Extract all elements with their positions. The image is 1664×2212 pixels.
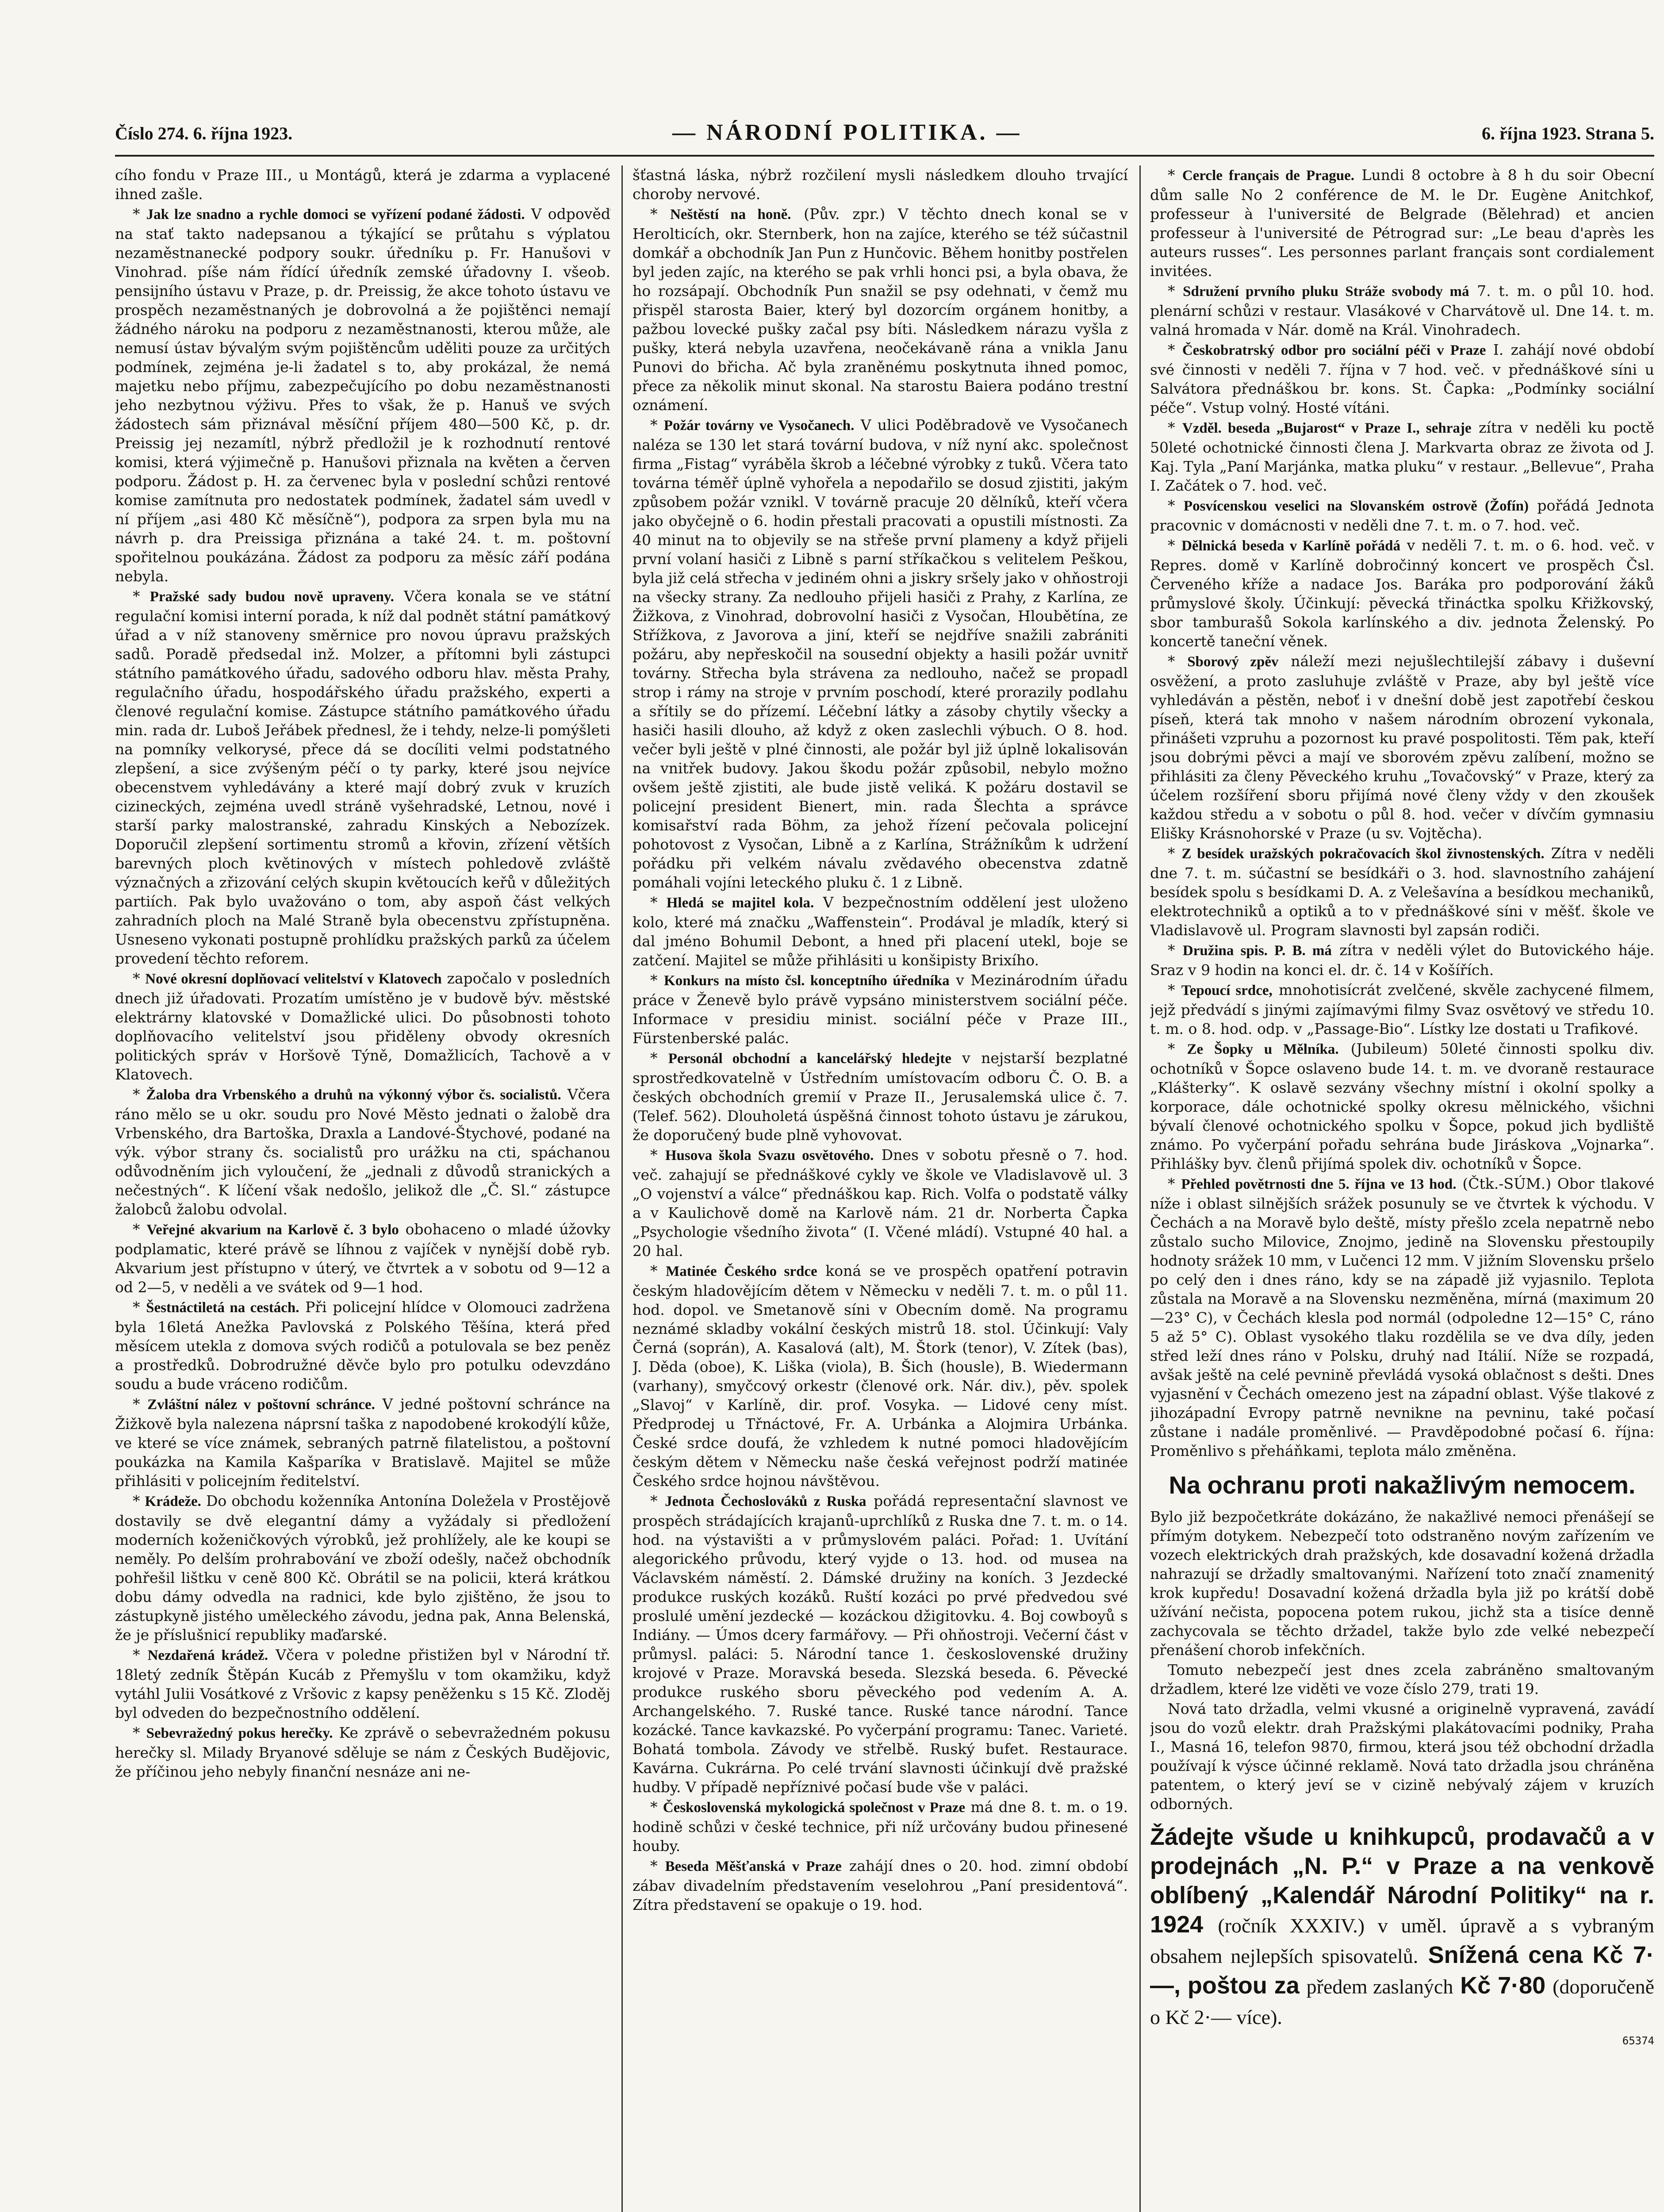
news-item-text: Včera v poledne přistižen byl v Národní tř. 18letý zedník Štěpán Kucáb z Přemyšlu v tom okamžiku, když vytáhl Julii Vosátkové z Vršovic z kapsy peněženku s 15 Kč. Zloděj byl odveden do bezpečnostního oddělení. xyxy=(115,1646,610,1721)
column-1 xyxy=(115,165,610,2212)
ad-bold-text: Žádejte všude u knihkupců, prodavačů a v prodejnách „N. P.“ v Praze a na venkově oblíbený „Kalendář Národní Politiky“ na r. 1924 xyxy=(1150,1824,1654,1938)
ad-price-2: Kč 7·80 xyxy=(1460,1972,1546,1999)
news-item-text: Zítra v neděli dne 7. t. m. súčastní se besídkáři o 3. hod. slavnostního zahájení besídek spolu s besídkami D. A. z Velešavína a besídkou mechaniků, elektrotechniků a optiků a to v přednáškové síni v měšť. škole ve Vladislavově ul. Program slavnosti byl zapsán rodiči. xyxy=(1150,845,1654,939)
news-item-heading: Ze Šopky u Mělníka. xyxy=(1187,1041,1339,1057)
news-item: * Ze Šopky u Mělníka. (Jubileum) 50leté činnosti spolku div. ochotníků v Šopce oslaveno bude 14. t. m. ve dvoraně restaurace „Klášterky“. K oslavě sezvány všechny místní i okolní spolky a korporace, dále ochotnické spolky okresu mělnického, všichni bývalí členové ochotnického spolku v Šopce, pokud jich bydliště známo. Po vyčerpání pořadu sehrána bude Jiráskova „Vojnarka“. Přihlášky byv. členů přijímá spolek div. ochotníků v Šopce. xyxy=(1150,1040,1654,1172)
news-item: * Posvícenskou veselici na Slovanském ostrově (Žofín) pořádá Jednota pracovnic v domácnosti v neděli dne 7. t. m. o 7. hod. več. xyxy=(1150,497,1654,534)
news-item-heading: Neštěstí na honě. xyxy=(670,207,791,223)
news-item-text: Do obchodu koženníka Antonína Doležela v Prostějově dostavily se dvě elegantní dámy a vyžádaly si předložení moderních koženičkových výrobků, jež prohlížely, ale ke koupi se neměly. Po delším prohrabování ve zboží odešly, načež obchodník pohřešil lištku v ceně 800 Kč. Obrátil se na policii, která krátkou dobu dámy odvedla na radnici, kde bylo zjištěno, že jsou to zástupkyně jistého uměleckého závodu, jedna pak, Anna Belenská, že je příslušnicí republiky maďarské. xyxy=(115,1492,610,1644)
news-item-text: má dne 8. t. m. o 19. hodině schůzi v české technice, při níž určovány budou přinesené houby. xyxy=(633,1798,1128,1855)
news-item: * Sdružení prvního pluku Stráže svobody má 7. t. m. o půl 10. hod. plenární schůzi v restaur. Vlasákové v Charvátově ul. Dne 14. t. m. valná hromada v Nár. domě na Král. Vinohradech. xyxy=(1150,282,1654,338)
news-item: * Družina spis. P. B. má zítra v neděli výlet do Butovického háje. Sraz v 9 hodin na konci el. dr. č. 14 v Košířích. xyxy=(1150,941,1654,979)
news-item: * Hledá se majitel kola. V bezpečnostním oddělení jest uloženo kolo, které má značku „Waffenstein“. Prodával je mladík, který si dal jméno Bohumil Debont, a hned při placení utekl, boje se zatčení. Majitel se může přihlásiti u konšipisty Brixího. xyxy=(633,894,1128,969)
news-item-heading: Cercle français de Prague. xyxy=(1182,168,1355,184)
page-header xyxy=(115,119,1654,157)
news-item-heading: Pražské sady budou nově upraveny. xyxy=(150,589,394,605)
news-item: * Krádeže. Do obchodu koženníka Antonína Doležela v Prostějově dostavily se dvě elegantní dámy a vyžádaly si předložení moderních koženičkových výrobků, jež prohlížely, ale ke koupi se neměly. Po delším prohrabování ve zboží odešly, načež obchodník pohřešil lištku v ceně 800 Kč. Obrátil se na policii, která krátkou dobu dámy odvedla na radnici, kde bylo zjištěno, že jsou to zástupkyně jistého uměleckého závodu, jedna pak, Anna Belenská, že je příslušnicí republiky maďarské. xyxy=(115,1492,610,1644)
news-item-text: V odpověď na stať takto nadepsanou a týkající se průtahu s výplatou nezaměstnanecké podpory soukr. úředníku p. Fr. Hanušovi v Vinohrad. píše nám řídící úředník zemské úřadovny I. všeob. pensijního ústavu v Praze, p. dr. Preissig, že akce tohoto ústavu ve prospěch nezaměstnaných je dobrovolná a že pojištěnci nemají žádného nároku na podporu z nezaměstnanosti, kterou může, ale nemusí ústav bývalým svým pojištěncům uděliti pouze za určitých podmínek, zejména je-li žadatel s to, aby prokázal, že nemá majetku nebo příjmu, zabezpečujícího po dobu nezaměstnanosti jeho nezbytnou výživu. Přes to však, že p. Hanuš ve svých žádostech sám přiznával měsíční příjem 480—500 Kč, p. dr. Preissig jej nezamítl, nýbrž předložil je k rozhodnutí rentové komisi, která výjimečně p. Hanušovi přiznala na květen a červen podporu. Žádost p. H. za červenec byla v poslední schůzi rentové komise zamítnuta pro nedostatek podmínek, žadatel sám uvedl v ní příjem „asi 480 Kč měsíčně“), podpora za srpen byla mu na návrh p. dra Preissiga přiznána a také 24. t. m. poštovní spořitelnou poukázána. Žádost za podporu za měsíc září podána nebyla. xyxy=(115,205,610,585)
news-item-text: V ulici Poděbradově ve Vysočanech naléza se 130 let stará tovární budova, v níž nyní akc. společnost firma „Fistag“ vyráběla škrob a léčebné výrobky z tuků. Včera tato továrna téměř úplně vyhořela a nepodařilo se dosud zjistiti, jakým způsobem požár vznikl. V továrně pracuje 20 dělníků, kteří včera jako obyčejně o 6. hodin přestali pracovati a opustili místnosti. Za 40 minut na to objevily se na střeše první plameny a když přijeli první volaní hasiči z Libně s parní stříkačkou s velitelem Peškou, byla již celá střecha v jediném ohni a jiskry sršely jako v ohňostroji na všecky strany. Za nedlouho přijeli hasiči z Prahy, z Karlína, ze Žižkova, z Vinohrad, dobrovolní hasiči z Vysočan, Hloubětína, ze Střížkova, z Javorova a jiní, kteří se nejdříve snažili zabrániti požáru, aby nepřeskočil na sousední objekty a hasili požár uvnitř továrny. Střecha byla strávena za nedlouho, načež se propadl strop i rámy na stroje v prvním poschodí, které prorazily podlahu a sřítily se do přízemí. Léčební látky a zásoby chytily všecky a hasiči hasili dlouho, až když z oken zaslechli výbuch. O 8. hod. večer byli ještě v plné činnosti, ale požár byl již úplně lokalisován na vnitřek budovy. Jakou škodu požár způsobil, nebylo možno ovšem ještě zjistiti, ale bude jistě veliká. K požáru dostavil se policejní president Bienert, min. rada Šlechta a správce komisařství rada Böhm, za jehož řízení pečovala policejní pohotovost z Vysočan, Libně a z Karlína, Strážníkům k udržení pořádku při velkém návalu zvědavého obecenstva zdatně pomáhali vojíni leteckého pluku č. 1 z Libně. xyxy=(633,416,1128,891)
news-item-heading: Veřejné akvarium na Karlově č. 3 bylo xyxy=(146,1222,399,1238)
news-item xyxy=(1150,1507,1654,1659)
news-item-text: zítra v neděli výlet do Butovického háje. Sraz v 9 hodin na konci el. dr. č. 14 v Košířích. xyxy=(1150,941,1654,979)
news-item-text: (Pův. zpr.) V těchto dnech konal se v Herolticích, okr. Sternberk, hon na zajíce, kterého se též súčastnil domkář a obchodník Jan Pun z Hunčovic. Během honitby postřelen byl jeden zajíc, na kterého se pak vrhli honci psi, a byla obava, že ho rozsápají. Obchodník Pun snažil se psy odehnati, v čemž mu přispěl starosta Baier, který byl dozorcím orgánem honitby, a pažbou lovecké pušky začal psy bíti. Následkem nárazu vyšla z pušky, která nebyla uzavřena, neočekávaně rána a vnikla Janu Punovi do břicha. Ač byla zraněnému poskytnuta ihned pomoc, přece za několik minut skonal. Na starostu Baiera podáno trestní oznámení. xyxy=(633,205,1128,414)
news-item-text: obohaceno o mladé úžovky podplamatic, které právě se líhnou z vajíček v nynější době ryb. Akvarium jest přístupno v úterý, ve čtvrtek a v sobotu od 9—12 a od 2—5, v neděli a ve svátek od 9—1 hod. xyxy=(115,1221,610,1296)
news-item-text: započalo v posledních dnech již úřadovati. Prozatím umístěno je v budově býv. městské elektrárny klatovské v Domažlické ulici. Do působnosti tohoto doplňovacího velitelství jsou přiděleny obvody okresních politických správ v Horšově Týně, Domažlicích, Tachově a v Klatovech. xyxy=(115,970,610,1083)
news-item: * Přehled povětrnosti dne 5. října ve 13 hod. (Čtk.-SÚM.) Obor tlakové níže i oblast silnějších srážek posunuly se ve čtvrtek k východu. V Čechách a na Moravě bylo deště, místy přešlo zcela nepatrně nebo zůstalo sucho Milovice, Znojmo, jedině na Slovensku přestoupily hodnoty srážek 10 mm, v Lučenci 12 mm. V jižním Slovensku pršelo po celý den i dnes ráno, kdy se na západě již vyjasnilo. Teplota zůstala na Moravě a na Slovensku nezměněna, mírná (maximum 20—23° C), v Čechách klesla pod normál (odpoledne 12—15° C, ráno 5 až 5° C). Oblast vysokého tlaku rozdělila se ve dva díly, jeden střed leží dnes ráno v Polsku, druhý nad Itálií. Níže se rozpadá, avšak ještě na celé pevnině převládá vysoká oblačnost s dešti. Dnes vyjasnění v Čechách omezeno jest na západní oblast. Výše tlakové z jihozápadní Evropy patrně nevnikne na pevninu, také počasí zůstane i nadále proměnlivé. — Pravděpodobné počasí 6. října: Proměnlivo s přeháňkami, teplota málo změněna. xyxy=(1150,1175,1654,1459)
news-item-text: (Čtk.-SÚM.) Obor tlakové níže i oblast silnějších srážek posunuly se ve čtvrtek k východu. V Čechách a na Moravě bylo deště, místy přešlo zcela nepatrně nebo zůstalo sucho Milovice, Znojmo, jedině na Slovensku přestoupily hodnoty srážek 10 mm, v Lučenci 12 mm. V jižním Slovensku pršelo po celý den i dnes ráno, kdy se na západě již vyjasnilo. Teplota zůstala na Moravě a na Slovensku nezměněna, mírná (maximum 20—23° C), v Čechách klesla pod normál (odpoledne 12—15° C, ráno 5 až 5° C). Oblast vysokého tlaku rozdělila se ve dva díly, jeden střed leží dnes ráno v Polsku, druhý nad Itálií. Níže se rozpadá, avšak ještě na celé pevnině převládá vysoká oblačnost s dešti. Dnes vyjasnění v Čechách omezeno jest na západní oblast. Výše tlakové z jihozápadní Evropy patrně nevnikne na pevninu, také počasí zůstane i nadále proměnlivé. — Pravděpodobné počasí 6. října: Proměnlivo s přeháňkami, teplota málo změněna. xyxy=(1150,1175,1654,1459)
article-columns xyxy=(115,165,1654,2212)
news-item-heading: Krádeže. xyxy=(145,1494,201,1509)
news-item-heading: Šestnáctiletá na cestách. xyxy=(146,1300,299,1316)
news-item: * Neštěstí na honě. (Pův. zpr.) V těchto dnech konal se v Herolticích, okr. Sternberk, hon na zajíce, kterého se též súčastnil domkář a obchodník Jan Pun z Hunčovic. Během honitby postřelen byl jeden zajíc, na kterého se pak vrhli honci psi, a byla obava, že ho rozsápají. Obchodník Pun snažil se psy odehnati, v čemž mu přispěl starosta Baier, který byl dozorcím orgánem honitby, a pažbou lovecké pušky začal psy bíti. Následkem nárazu vyšla z pušky, která nebyla uzavřena, neočekávaně rána a vnikla Janu Punovi do břicha. Ač byla zraněnému poskytnuta ihned pomoc, přece za několik minut skonal. Na starostu Baiera podáno trestní oznámení. xyxy=(633,205,1128,414)
news-item-heading: Nezdařená krádež. xyxy=(147,1647,268,1663)
news-item-heading: Československá mykologická společnost v Praze xyxy=(663,1800,966,1816)
ad-plain-text-2: předem zaslaných xyxy=(1306,1975,1453,1998)
news-item-text: cího fondu v Praze III., u Montágů, která je zdarma a vyplacené ihned zašle. xyxy=(115,166,610,203)
news-item: * Československá mykologická společnost v Praze má dne 8. t. m. o 19. hodině schůzi v české technice, při níž určovány budou přinesené houby. xyxy=(633,1798,1128,1855)
news-item-heading: Jak lze snadno a rychle domoci se vyřízení podané žádosti. xyxy=(146,207,525,223)
news-item: * Pražské sady budou nově upraveny. Včera konala se ve státní regulační komisi interní porada, k níž dal podnět státní památkový úřad a v níž stanoveny směrnice pro novou úpravu pražských sadů. Poradě předsedal inž. Molzer, a přítomni byli zástupci státního památkového úřadu, sadového odboru hlav. města Prahy, regulačního úřadu, hospodářského úřadu pražského, experti a členové regulační komise. Zástupce státního památkového úřadu min. rada dr. Luboš Jeřábek přednesl, že i tehdy, nelze-li pomýšleti na pomníky velkorysé, přece dá se docíliti velmi podstatného zlepšení, a sice zvýšeným péčí o ty parky, které jsou nejvíce obecenstvem vyhledávány a které mají dobrý zvuk v kruzích cizineckých, zejména uvedl stráně vyšehradské, Letnou, nové i starší parky malostranské, zahradu Kinských a Nebozízek. Doporučil zlepšení sortimentu stromů a křovin, zřízení větších barevných ploch květinových v místech pohledově zvláště význačných a zřizování celých skupin květoucích keřů v důležitých partiích. Pak bylo uvažováno o tom, aby aspoň část velkých zahradních ploch na Malé Straně byla obecenstvu zpřístupněna. Usneseno vykonati postupně prohlídku pražských parků za účelem provedení těchto reforem. xyxy=(115,588,610,967)
news-item: * Tepoucí srdce, mnohotisícrát zvelčené, skvěle zachycené filmem, jejž předvádí s jinými zajímavými filmy Svaz osvětový ve středu 10. t. m. o 8. hod. odp. v „Passage-Bio“. Lístky lze dostati u Trafikové. xyxy=(1150,981,1654,1037)
news-item-heading: Konkurs na místo čsl. konceptního úředníka xyxy=(664,973,950,989)
news-item-text: 7. t. m. o půl 10. hod. plenární schůzi v restaur. Vlasákové v Charvátově ul. Dne 14. t. m. valná hromada v Nár. domě na Král. Vinohradech. xyxy=(1150,282,1654,338)
column-3 xyxy=(1150,165,1654,2212)
news-item: * Jak lze snadno a rychle domoci se vyřízení podané žádosti. V odpověď na stať takto nadepsanou a týkající se průtahu s výplatou nezaměstnanecké podpory soukr. úředníku p. Fr. Hanušovi v Vinohrad. píše nám řídící úředník zemské úřadovny I. všeob. pensijního ústavu v Praze, p. dr. Preissig, že akce tohoto ústavu ve prospěch nezaměstnaných je dobrovolná a že pojištěnci nemají žádného nároku na podporu z nezaměstnanosti, kterou může, ale nemusí ústav bývalým svým pojištěncům uděliti pouze za určitých podmínek, zejména je-li žadatel s to, aby prokázal, že nemá majetku nebo příjmu, zabezpečujícího po dobu nezaměstnanosti jeho nezbytnou výživu. Přes to však, že p. Hanuš ve svých žádostech sám přiznával měsíční příjem 480—500 Kč, p. dr. Preissig jej nezamítl, nýbrž předložil je k rozhodnutí rentové komisi, která výjimečně p. Hanušovi přiznala na květen a červen podporu. Žádost p. H. za červenec byla v poslední schůzi rentové komise zamítnuta pro nedostatek podmínek, žadatel sám uvedl v ní příjem „asi 480 Kč měsíčně“), podpora za srpen byla mu na návrh p. dra Preissiga přiznána a také 24. t. m. poštovní spořitelnou poukázána. Žádost za podporu za měsíc září podána nebyla. xyxy=(115,205,610,585)
news-item-heading: Žaloba dra Vrbenského a druhů na výkonný výbor čs. socialistů. xyxy=(146,1087,561,1103)
news-item: * Vzděl. beseda „Bujarost“ v Praze I., sehraje zítra v neděli ku poctě 50leté ochotnické činnosti člena J. Markvarta obraz ze života od J. Kaj. Tyla „Paní Marjánka, matka pluku“ v restaur. „Bellevue“, Praha I. Začátek o 7. hod. več. xyxy=(1150,419,1654,494)
news-item-text: Ke zprávě o sebevražedném pokusu herečky sl. Milady Bryanové sděluje se nám z Českých Budějovic, že příčinou jeho nebyly finanční nesnáze ani ne- xyxy=(115,1724,610,1780)
news-item-heading: Husova škola Svazu osvětového. xyxy=(665,1148,874,1164)
news-item: * Šestnáctiletá na cestách. Při policejní hlídce v Olomouci zadržena byla 16letá Anežka Pavlovská z Polského Těšína, která před měsícem utekla z domova svých rodičů a potulovala se bez peněz a prostředků. Dobrodružné děvče bylo pro potulku odevzdáno soudu a bude vráceno rodičům. xyxy=(115,1298,610,1393)
news-item: * Dělnická beseda v Karlíně pořádá v neděli 7. t. m. o 6. hod. več. v Repres. domě v Karlíně dobročinný koncert ve prospěch Čsl. Červeného kříže a nadace Jos. Baráka pro podporování žáků průmyslové školy. Účinkují: pěvecká třináctka spolku Křižkovský, sbor tamburašů Sokola karlínského a div. jednota Želenský. Po koncertě taneční věnek. xyxy=(1150,537,1654,650)
news-item-text: Lundi 8 octobre à 8 h du soir Obecní dům salle No 2 conférence de M. le Dr. Eugène Anitchkof, professeur à l'université de Belgrade (Bělehrad) et ancien professeur à l'université de Pétrograd sur: „Le beau d'après les auteurs russes“. Les personnes parlant français sont cordialement invitées. xyxy=(1150,166,1654,280)
news-item-heading: Hledá se majitel kola. xyxy=(666,895,814,911)
news-item-heading: Beseda Měšťanská v Praze xyxy=(665,1859,842,1874)
article-headline: Na ochranu proti nakažlivým nemocem. xyxy=(1169,1471,1636,1499)
news-item-text: pořádá Jednota pracovnic v domácnosti v neděli dne 7. t. m. o 7. hod. več. xyxy=(1150,497,1654,534)
news-item: * Personál obchodní a kancelářský hledejte v nejstarší bezplatné sprostředkovatelně v Ústředním umístovacím odboru Č. O. B. a českých obchodních gremií v Praze II., Jerusalemská ulice č. 7. (Telef. 562). Dlouholetá úspěšná činnost tohoto ústavu je zárukou, že doporučený bude plně vyhovovat. xyxy=(633,1049,1128,1144)
news-item-heading: Sebevražedný pokus herečky. xyxy=(146,1725,333,1741)
calendar-advertisement xyxy=(1150,1822,1654,2032)
news-item: * Veřejné akvarium na Karlově č. 3 bylo obohaceno o mladé úžovky podplamatic, které právě se líhnou z vajíček v nynější době ryb. Akvarium jest přístupno v úterý, ve čtvrtek a v sobotu od 9—12 a od 2—5, v neděli a ve svátek od 9—1 hod. xyxy=(115,1221,610,1296)
news-item-text: Dnes v sobotu přesně o 7. hod. več. zahajují se přednáškové cykly ve škole ve Vladislavově ul. 3 „O vojenství a válce“ přednáškou kap. Rich. Volfa o podstatě války a v Kaulichově domě na Karlově nám. 21 dr. Norberta Čapka „Psychologie všedního života“ (I. Včené mládí). Vstupné 40 hal. a 20 hal. xyxy=(633,1146,1128,1260)
news-item-heading: Matinée Českého srdce xyxy=(666,1263,817,1279)
masthead: — NÁRODNÍ POLITIKA. — xyxy=(672,120,1022,145)
newspaper-page xyxy=(115,119,1664,2212)
news-item: * Českobratrský odbor pro sociální péči v Praze I. zahájí nové období své činnosti v neděli 7. října v 7 hod. več. v přednáškové síni u Salvátora přednáškou br. kons. St. Čapka: „Podmínky sociální péče“. Vstup volný. Hosté vítáni. xyxy=(1150,341,1654,416)
news-item: * Sebevražedný pokus herečky. Ke zprávě o sebevražedném pokusu herečky sl. Milady Bryanové sděluje se nám z Českých Budějovic, že příčinou jeho nebyly finanční nesnáze ani ne- xyxy=(115,1724,610,1780)
news-item-text: Bylo již bezpočetkráte dokázáno, že nakažlivé nemoci přenášejí se přímým dotykem. Nebezpečí toto odstraněno novým zařízením ve vozech elektrických drah pražských, kde dosavadní kožená držadla nahrazují se držadly smaltovanými. Nařízení toto značí znamenitý krok kupředu! Dosavadní kožená držadla byla již po krátší době užívání nečista, popocena potem rukou, jichž sta a tisíce denně zachycovala se těchto držadel, takže bylo zde velké nebezpečí přenášení chorob infekčních. xyxy=(1150,1508,1654,1659)
date-page-number: 6. října 1923. Strana 5. xyxy=(1482,123,1654,143)
news-item-text: v neděli 7. t. m. o 6. hod. več. v Repres. domě v Karlíně dobročinný koncert ve prospěch Čsl. Červeného kříže a nadace Jos. Baráka pro podporování žáků průmyslové školy. Účinkují: pěvecká třináctka spolku Křižkovský, sbor tamburašů Sokola karlínského a div. jednota Želenský. Po koncertě taneční věnek. xyxy=(1150,537,1654,650)
news-item-heading: Požár továrny ve Vysočanech. xyxy=(663,418,855,434)
news-item xyxy=(1150,1660,1654,1698)
news-item-text: zahájí dnes o 20. hod. zimní období zábav divadelním představením veselohrou „Paní presidentová“. Zítra představení se opakuje o 19. hod. xyxy=(633,1857,1128,1913)
news-item-text: náleží mezi nejušlechtilejší zábavy i duševní osvěžení, a proto zasluhuje zvláště v Praze, aby byl ještě více vyhledáván a pěstěn, neboť i v dnešní době jest zapotřebí českou píseň, která tak mnoho v našem národním obrození vykonala, přinášeti vzpruhu a pozornost ku pravé pospolitosti. Těm pak, kteří jsou dobrými pěvci a mají ve sborovém zpěvu zalíbení, možno se přihlásiti za členy Pěveckého kruhu „Tovačovský“ v Praze, který za účelem rozšíření sboru přijímá nové členy vždy v den zkoušek každou středu a v sobotu o půl 8. hod. večer v dívčím gymnasiu Elišky Krásnohorské v Praze (u sv. Vojtěcha). xyxy=(1150,653,1654,842)
news-item-heading: Nové okresní doplňovací velitelství v Klatovech xyxy=(145,971,442,987)
news-item-heading: Přehled povětrnosti dne 5. října ve 13 hod. xyxy=(1181,1176,1457,1192)
news-item: * Z besídek uražských pokračovacích škol živnostenských. Zítra v neděli dne 7. t. m. súčastní se besídkáři o 3. hod. slavnostního zahájení besídek spolu s besídkami D. A. z Velešavína a besídkou mechaniků, elektrotechniků a optiků a to v přednáškové síni v měšť. škole ve Vladislavově ul. Program slavnosti byl zapsán rodiči. xyxy=(1150,845,1654,939)
news-item xyxy=(115,165,610,204)
news-item-text: Nová tato držadla, velmi vkusné a originelně vypravená, zavádí jsou do vozů elektr. drah Pražskými plakátovacími podniky, Praha I., Masná 16, telefon 9870, firmou, která jsou též obchodní držadla používají k výsce účinné reklamě. Nová tato držadla jsou chráněna patentem, o který jeví se v cizině nebývalý zájem v kruzích odborných. xyxy=(1150,1700,1654,1813)
news-item-heading: Tepoucí srdce, xyxy=(1181,983,1273,998)
news-item-heading: Dělnická beseda v Karlíně pořádá xyxy=(1181,538,1401,554)
column-3-notices xyxy=(1150,165,1654,1460)
news-item-text: V jedné poštovní schránce na Žižkově byla nalezena náprsní taška z napodobené krokodýlí kůže, ve které se více známek, sebraných patrně filatelistou, a poštovní poukázka na Kamila Kašparíka v Bratislavě. Majitel se může přihlásiti v policejním ředitelství. xyxy=(115,1395,610,1490)
news-item-heading: Posvícenskou veselici na Slovanském ostrově (Žofín) xyxy=(1183,498,1529,514)
news-item: * Nezdařená krádež. Včera v poledne přistižen byl v Národní tř. 18letý zedník Štěpán Kucáb z Přemyšlu v tom okamžiku, když vytáhl Julii Vosátkové z Vršovic z kapsy peněženku s 15 Kč. Zloděj byl odveden do bezpečnostního oddělení. xyxy=(115,1646,610,1721)
ad-plain-text-3: (doporučeně o Kč 2·— více). xyxy=(1150,1975,1654,2028)
news-item: * Požár továrny ve Vysočanech. V ulici Poděbradově ve Vysočanech naléza se 130 let stará tovární budova, v níž nyní akc. společnost firma „Fistag“ vyráběla škrob a léčebné výrobky z tuků. Včera tato továrna téměř úplně vyhořela a nepodařilo se dosud zjistiti, jakým způsobem požár vznikl. V továrně pracuje 20 dělníků, kteří včera jako obyčejně o 6. hodin přestali pracovati a opustili místnosti. Za 40 minut na to objevily se na střeše první plameny a když přijeli první volaní hasiči z Libně s parní stříkačkou s velitelem Peškou, byla již celá střecha v jediném ohni a jiskry sršely jako v ohňostroji na všecky strany. Za nedlouho přijeli hasiči z Prahy, z Karlína, ze Žižkova, z Vinohrad, dobrovolní hasiči z Vysočan, Hloubětína, ze Střížkova, z Javorova a jiní, kteří se nejdříve snažili zabrániti požáru, aby nepřeskočil na sousední objekty a hasili požár uvnitř továrny. Střecha byla strávena za nedlouho, načež se propadl strop i rámy na stroje v prvním poschodí, které prorazily podlahu a sřítily se do přízemí. Léčební látky a zásoby chytily všecky a hasiči hasili dlouho, až když z oken zaslechli výbuch. O 8. hod. večer byli ještě v plné činnosti, ale požár byl již úplně lokalisován na vnitřek budovy. Jakou škodu požár způsobil, nebylo možno ovšem ještě zjistiti, ale bude jistě veliká. K požáru dostavil se policejní president Bienert, min. rada Šlechta a správce komisařství rada Böhm, za jehož řízení pečovala policejní pohotovost z Vysočan, Libně a z Karlína, Strážníkům k udržení pořádku při velkém návalu zvědavého obecenstva zdatně pomáhali vojíni leteckého pluku č. 1 z Libně. xyxy=(633,416,1128,891)
news-item-text: (Jubileum) 50leté činnosti spolku div. ochotníků v Šopce oslaveno bude 14. t. m. ve dvoraně restaurace „Klášterky“. K oslavě sezvány všechny místní i okolní spolky a korporace, dále ochotnické spolky okresu mělnického, všichni bývalí členové ochotnického spolku v Šopce, pokud jich bydliště známo. Po vyčerpání pořadu sehrána bude Jiráskova „Vojnarka“. Přihlášky byv. členů přijímá spolek div. ochotníků v Šopce. xyxy=(1150,1040,1654,1172)
news-item-heading: Personál obchodní a kancelářský hledejte xyxy=(668,1051,951,1067)
news-item-text: v Mezinárodním úřadu práce v Ženevě bylo právě vypsáno ministerstvem sociální péče. Informace v presidiu minist. sociální péče v Praze III., Fürstenberské palác. xyxy=(633,972,1128,1047)
news-item: * Matinée Českého srdce koná se ve prospěch opatření potravin českým hladovějícím dětem v Německu v neděli 7. t. m. o půl 11. hod. dopol. ve Smetanově síni v Obecním domě. Na programu neznámé skladby vokální českých mistrů 18. stol. Účinkují: Valy Černá (soprán), A. Kasalová (alt), M. Štork (tenor), V. Zítek (bas), J. Děda (oboe), K. Liška (viola), B. Šich (housle), B. Wiedermann (varhany), smyčcový orkestr (členové ork. Nár. div.), pěv. spolek „Slavoj“ v Karlíně, dir. prof. Vosyka. — Lidové ceny míst. Předprodej u Třnáctové, Fr. A. Urbánka a Alojmira Urbánka. České srdce doufá, že vzhledem k nutné pomoci hladovějícím českým dětem v Německu naše česká veřejnost podrží matinée Českého srdce hojnou návštěvou. xyxy=(633,1262,1128,1490)
news-item: * Cercle français de Prague. Lundi 8 octobre à 8 h du soir Obecní dům salle No 2 conférence de M. le Dr. Eugène Anitchkof, professeur à l'université de Belgrade (Bělehrad) et ancien professeur à l'université de Pétrograd sur: „Le beau d'après les auteurs russes“. Les personnes parlant français sont cordialement invitées. xyxy=(1150,166,1654,280)
news-item-text: mnohotisícrát zvelčené, skvěle zachycené filmem, jejž předvádí s jinými zajímavými filmy Svaz osvětový ve středu 10. t. m. o 8. hod. odp. v „Passage-Bio“. Lístky lze dostati u Trafikové. xyxy=(1150,981,1654,1037)
news-item-text: šťastná láska, nýbrž rozčilení mysli následkem dlouho trvající choroby nervové. xyxy=(633,166,1128,203)
news-item-heading: Vzděl. beseda „Bujarost“ v Praze I., sehraje xyxy=(1182,420,1472,436)
issue-number-date: Číslo 274. 6. října 1923. xyxy=(115,123,293,143)
news-item-text: V bezpečnostním oddělení jest uloženo kolo, které má značku „Waffenstein“. Prodával je mladík, který si dal jméno Bohumil Debont, a hned při placení utekl, boje se zatčení. Majitel se může přihlásiti u konšipisty Brixího. xyxy=(633,894,1128,969)
news-item-heading: Jednota Čechoslováků z Ruska xyxy=(665,1494,867,1509)
news-item: * Zvláštní nález v poštovní schránce. V jedné poštovní schránce na Žižkově byla nalezena náprsní taška z napodobené krokodýlí kůže, ve které se více známek, sebraných patrně filatelistou, a poštovní poukázka na Kamila Kašparíka v Bratislavě. Majitel se může přihlásiti v policejním ředitelství. xyxy=(115,1395,610,1490)
news-item-text: Včera ráno mělo se u okr. soudu pro Nové Město jednati o žalobě dra Vrbenského, dra Bartoška, Draxla a Landové-Štychové, podané na výk. výbor strany čs. socialistů pro urážku na cti, spáchanou odůvodněním jich vyloučení, že „jednali z důvodů stranických a nečestných“. K líčení však nedošlo, jelikož dle „Č. Sl.“ zástupce žalobců žalobu odvolal. xyxy=(115,1086,610,1218)
news-item-text: Při policejní hlídce v Olomouci zadržena byla 16letá Anežka Pavlovská z Polského Těšína, která před měsícem utekla z domova svých rodičů a potulovala se bez peněz a prostředků. Dobrodružné děvče bylo pro potulku odevzdáno soudu a bude vráceno rodičům. xyxy=(115,1298,610,1393)
news-item: * Nové okresní doplňovací velitelství v Klatovech započalo v posledních dnech již úřadovati. Prozatím umístěno je v budově býv. městské elektrárny klatovské v Domažlické ulici. Do působnosti tohoto doplňovacího velitelství jsou přiděleny obvody okresních politických správ v Horšově Týně, Domažlicích, Tachově a v Klatovech. xyxy=(115,970,610,1083)
news-item xyxy=(1150,1699,1654,1813)
column-2 xyxy=(633,165,1128,2212)
ad-plain-text: (ročník XXXIV.) v uměl. úpravě a s vybraným obsahem nejlepších spisovatelů. xyxy=(1150,1914,1654,1967)
news-item-heading: Českobratrský odbor pro sociální péči v Praze xyxy=(1182,342,1486,358)
news-item: * Sborový zpěv náleží mezi nejušlechtilejší zábavy i duševní osvěžení, a proto zasluhuje zvláště v Praze, aby byl ještě více vyhledáván a pěstěn, neboť i v dnešní době jest zapotřebí českou píseň, která tak mnoho v našem národním obrození vykonala, přinášeti vzpruhu a pozornost ku pravé pospolitosti. Těm pak, kteří jsou dobrými pěvci a mají ve sborovém zpěvu zalíbení, možno se přihlásiti za členy Pěveckého kruhu „Tovačovský“ v Praze, který za účelem rozšíření sboru přijímá nové členy vždy v den zkoušek každou středu a v sobotu o půl 8. hod. večer v dívčím gymnasiu Elišky Krásnohorské v Praze (u sv. Vojtěcha). xyxy=(1150,653,1654,842)
news-item-heading: Z besídek uražských pokračovacích škol živnostenských. xyxy=(1181,846,1545,862)
ad-code: 65374 xyxy=(1622,2035,1654,2047)
news-item-text: koná se ve prospěch opatření potravin českým hladovějícím dětem v Německu v neděli 7. t. m. o půl 11. hod. dopol. ve Smetanově síni v Obecním domě. Na programu neznámé skladby vokální českých mistrů 18. stol. Účinkují: Valy Černá (soprán), A. Kasalová (alt), M. Štork (tenor), V. Zítek (bas), J. Děda (oboe), K. Liška (viola), B. Šich (housle), B. Wiedermann (varhany), smyčcový orkestr (členové ork. Nár. div.), pěv. spolek „Slavoj“ v Karlíně, dir. prof. Vosyka. — Lidové ceny míst. Předprodej u Třnáctové, Fr. A. Urbánka a Alojmira Urbánka. České srdce doufá, že vzhledem k nutné pomoci hladovějícím českým dětem v Německu naše česká veřejnost podrží matinée Českého srdce hojnou návštěvou. xyxy=(633,1262,1128,1490)
news-item-text: zítra v neděli ku poctě 50leté ochotnické činnosti člena J. Markvarta obraz ze života od J. Kaj. Tyla „Paní Marjánka, matka pluku“ v restaur. „Bellevue“, Praha I. Začátek o 7. hod. več. xyxy=(1150,419,1654,494)
news-item-heading: Sdružení prvního pluku Stráže svobody má xyxy=(1183,284,1469,300)
news-item: * Beseda Měšťanská v Praze zahájí dnes o 20. hod. zimní období zábav divadelním představením veselohrou „Paní presidentová“. Zítra představení se opakuje o 19. hod. xyxy=(633,1857,1128,1913)
news-item-text: Včera konala se ve státní regulační komisi interní porada, k níž dal podnět státní památkový úřad a v níž stanoveny směrnice pro novou úpravu pražských sadů. Poradě předsedal inž. Molzer, a přítomni byli zástupci státního památkového úřadu, sadového odboru hlav. města Prahy, regulačního úřadu, hospodářského úřadu pražského, experti a členové regulační komise. Zástupce státního památkového úřadu min. rada dr. Luboš Jeřábek přednesl, že i tehdy, nelze-li pomýšleti na pomníky velkorysé, přece dá se docíliti velmi podstatného zlepšení, a sice zvýšeným péčí o ty parky, které jsou nejvíce obecenstvem vyhledávány a které mají dobrý zvuk v kruzích cizineckých, zejména uvedl stráně vyšehradské, Letnou, nové i starší parky malostranské, zahradu Kinských a Nebozízek. Doporučil zlepšení sortimentu stromů a křovin, zřízení větších barevných ploch květinových v místech pohledově zvláště význačných a zřizování celých skupin květoucích keřů v důležitých partiích. Pak bylo uvažováno o tom, aby aspoň část velkých zahradních ploch na Malé Straně byla obecenstvu zpřístupněna. Usneseno vykonati postupně prohlídku pražských parků za účelem provedení těchto reforem. xyxy=(115,588,610,967)
news-item-heading: Zvláštní nález v poštovní schránce. xyxy=(147,1397,375,1413)
news-item-text: pořádá representační slavnost ve prospěch strádajících krajanů-uprchlíků z Ruska dne 7. t. m. o 14. hod. na výstavišti a v průmyslovém paláci. Pořad: 1. Uvítání alegorického průvodu, který vyjde o 13. hod. od musea na Václavském náměstí. 2. Dámské družiny na koních. 3 Jezdecké produkce ruských kozáků. Ruští kozáci po prvé předvedou své proslulé umění jezdecké — kozáckou džigitovku. 4. Boj cowboyů s Indiány. — Úmos dcery farmářovy. — Při ohňostroji. Večerní část v průmysl. paláci: 5. Národní tance 1. československé družiny krojové v Praze. Moravská beseda. Slezská beseda. 6. Pěvecké produkce ruského sboru pěveckého pod vedením A. A. Archangelského. 7. Ruské tance. Ruské tance národní. Tance kozácké. Tance kavkazské. Po vyčerpání programu: Tanec. Varieté. Bohatá tombola. Závody ve střelbě. Ruský bufet. Restaurace. Kavárna. Cukrárna. Po celé trvání slavnosti účinkují dvě pražské hudby. V případě nepříznivé počasí bude vše v paláci. xyxy=(633,1492,1128,1796)
news-item: * Husova škola Svazu osvětového. Dnes v sobotu přesně o 7. hod. več. zahajují se přednáškové cykly ve škole ve Vladislavově ul. 3 „O vojenství a válce“ přednáškou kap. Rich. Volfa o podstatě války a v Kaulichově domě na Karlově nám. 21 dr. Norberta Čapka „Psychologie všedního života“ (I. Včené mládí). Vstupné 40 hal. a 20 hal. xyxy=(633,1146,1128,1260)
news-item: * Jednota Čechoslováků z Ruska pořádá representační slavnost ve prospěch strádajících krajanů-uprchlíků z Ruska dne 7. t. m. o 14. hod. na výstavišti a v průmyslovém paláci. Pořad: 1. Uvítání alegorického průvodu, který vyjde o 13. hod. od musea na Václavském náměstí. 2. Dámské družiny na koních. 3 Jezdecké produkce ruských kozáků. Ruští kozáci po prvé předvedou své proslulé umění jezdecké — kozáckou džigitovku. 4. Boj cowboyů s Indiány. — Úmos dcery farmářovy. — Při ohňostroji. Večerní část v průmysl. paláci: 5. Národní tance 1. československé družiny krojové v Praze. Moravská beseda. Slezská beseda. 6. Pěvecké produkce ruského sboru pěveckého pod vedením A. A. Archangelského. 7. Ruské tance. Ruské tance národní. Tance kozácké. Tance kavkazské. Po vyčerpání programu: Tanec. Varieté. Bohatá tombola. Závody ve střelbě. Ruský bufet. Restaurace. Kavárna. Cukrárna. Po celé trvání slavnosti účinkují dvě pražské hudby. V případě nepříznivé počasí bude vše v paláci. xyxy=(633,1492,1128,1796)
ad-price-text: Snížená cena Kč 7·—, poštou za xyxy=(1150,1942,1654,1999)
news-item-text: Tomuto nebezpečí jest dnes zcela zabráněno smaltovaným držadlem, které lze viděti ve voze číslo 279, trati 19. xyxy=(1150,1661,1654,1697)
news-item-heading: Sborový zpěv xyxy=(1187,654,1279,670)
article-body xyxy=(1150,1507,1654,1813)
news-item-text: v nejstarší bezplatné sprostředkovatelně v Ústředním umístovacím odboru Č. O. B. a českých obchodních gremií v Praze II., Jerusalemská ulice č. 7. (Telef. 562). Dlouholetá úspěšná činnost tohoto ústavu je zárukou, že doporučený bude plně vyhovovat. xyxy=(633,1049,1128,1144)
news-item-text: I. zahájí nové období své činnosti v neděli 7. října v 7 hod. več. v přednáškové síni u Salvátora přednáškou br. kons. St. Čapka: „Podmínky sociální péče“. Vstup volný. Hosté vítáni. xyxy=(1150,341,1654,416)
news-item xyxy=(633,165,1128,204)
news-item: * Žaloba dra Vrbenského a druhů na výkonný výbor čs. socialistů. Včera ráno mělo se u okr. soudu pro Nové Město jednati o žalobě dra Vrbenského, dra Bartoška, Draxla a Landové-Štychové, podané na výk. výbor strany čs. socialistů pro urážku na cti, spáchanou odůvodněním jich vyloučení, že „jednali z důvodů stranických a nečestných“. K líčení však nedošlo, jelikož dle „Č. Sl.“ zástupce žalobců žalobu odvolal. xyxy=(115,1086,610,1218)
news-item-heading: Družina spis. P. B. má xyxy=(1182,943,1332,959)
news-item: * Konkurs na místo čsl. konceptního úředníka v Mezinárodním úřadu práce v Ženevě bylo právě vypsáno ministerstvem sociální péče. Informace v presidiu minist. sociální péče v Praze III., Fürstenberské palác. xyxy=(633,972,1128,1047)
